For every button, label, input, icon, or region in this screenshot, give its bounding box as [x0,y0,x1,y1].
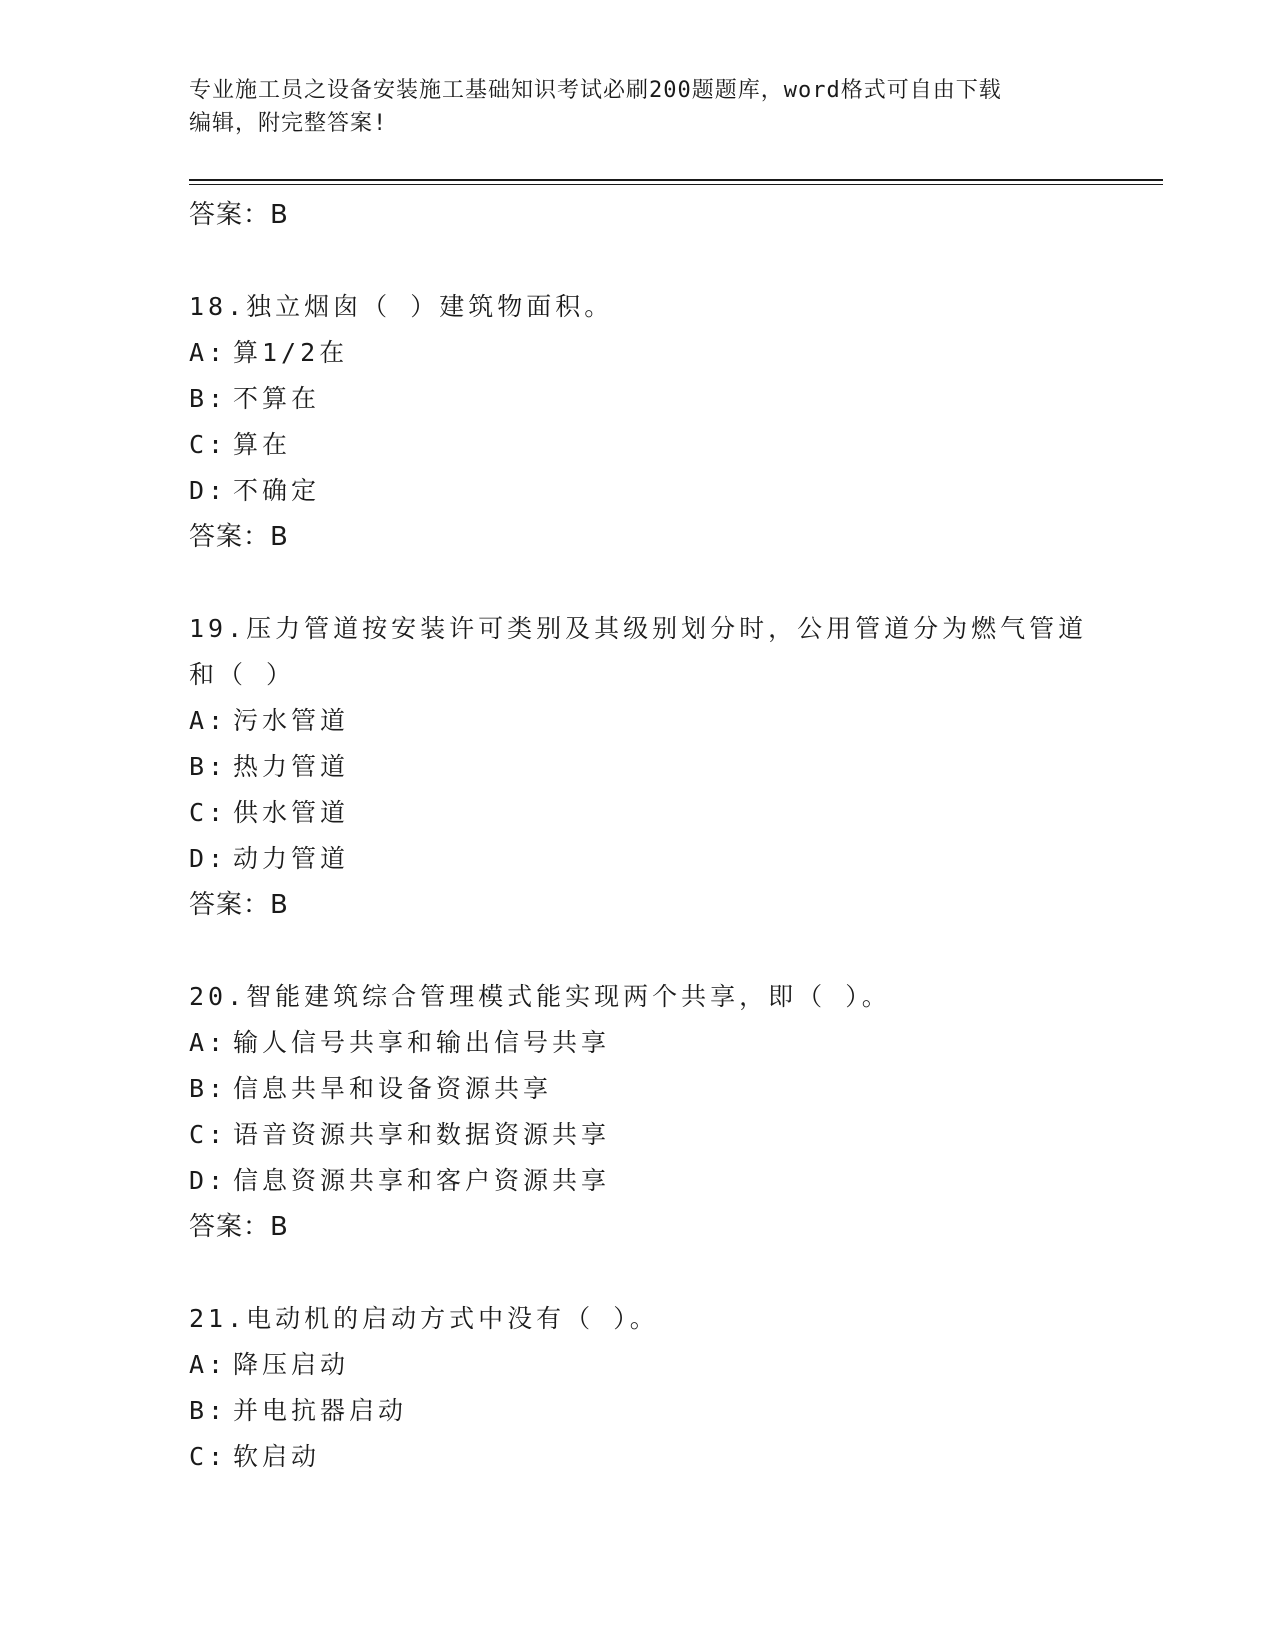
option-letter: A: [189,1028,228,1057]
option-letter: A: [189,706,228,735]
option-letter: C: [189,1442,228,1471]
option-text: 算1/2在 [233,338,349,367]
question-text: 19.压力管道按安装许可类别及其级别划分时，公用管道分为燃气管道和（ ） [189,614,1088,689]
option-text: 并电抗器启动 [233,1396,408,1425]
option-c [189,1434,1089,1480]
option-text: 不确定 [233,476,321,505]
question-block [189,606,1089,928]
option-letter: A: [189,338,228,367]
option-b [189,1388,1089,1434]
option-b [189,376,1089,422]
option-a [189,1342,1089,1388]
option-letter: B: [189,384,228,413]
option-text: 输人信号共享和输出信号共享 [233,1028,611,1057]
option-text: 信息共旱和设备资源共享 [233,1074,553,1103]
option-letter: C: [189,430,228,459]
option-letter: D: [189,476,228,505]
option-letter: B: [189,752,228,781]
question-block [189,284,1089,560]
option-text: 动力管道 [233,844,350,873]
option-letter: C: [189,1120,228,1149]
option-text: 信息资源共享和客户资源共享 [233,1166,611,1195]
option-text: 供水管道 [233,798,350,827]
option-letter: B: [189,1396,228,1425]
option-letter: B: [189,1074,228,1103]
question-text: 18.独立烟囱（ ）建筑物面积。 [189,292,614,321]
option-text: 热力管道 [233,752,350,781]
question-block [189,974,1089,1250]
option-c [189,790,1089,836]
option-text: 降压启动 [233,1350,350,1379]
option-a [189,330,1089,376]
question-text: 21.电动机的启动方式中没有（ ）。 [189,1304,659,1333]
header-line-2: 编辑，附完整答案! [189,111,388,136]
option-text: 语音资源共享和数据资源共享 [233,1120,611,1149]
page-header [189,74,1089,140]
answer-line: 答案：B [189,522,289,552]
question-block [189,1296,1089,1480]
answer-line: 答案：B [189,200,289,230]
option-d [189,1158,1089,1204]
option-d [189,836,1089,882]
option-text: 不算在 [233,384,321,413]
option-letter: D: [189,844,228,873]
option-d [189,468,1089,514]
answer-line: 答案：B [189,890,289,920]
header-line-1: 专业施工员之设备安装施工基础知识考试必刷200题题库，word格式可自由下载 [189,78,1002,103]
option-b [189,744,1089,790]
option-c [189,1112,1089,1158]
option-b [189,1066,1089,1112]
option-c [189,422,1089,468]
option-text: 算在 [233,430,292,459]
option-letter: C: [189,798,228,827]
question-text: 20.智能建筑综合管理模式能实现两个共享，即（ ）。 [189,982,891,1011]
question-list [189,192,1089,1480]
header-rule-thin [189,184,1163,185]
option-letter: D: [189,1166,228,1195]
option-text: 污水管道 [233,706,350,735]
option-a [189,1020,1089,1066]
header-rule-thick [189,179,1163,181]
option-letter: A: [189,1350,228,1379]
option-a [189,698,1089,744]
answer-line: 答案：B [189,1212,289,1242]
option-text: 软启动 [233,1442,321,1471]
